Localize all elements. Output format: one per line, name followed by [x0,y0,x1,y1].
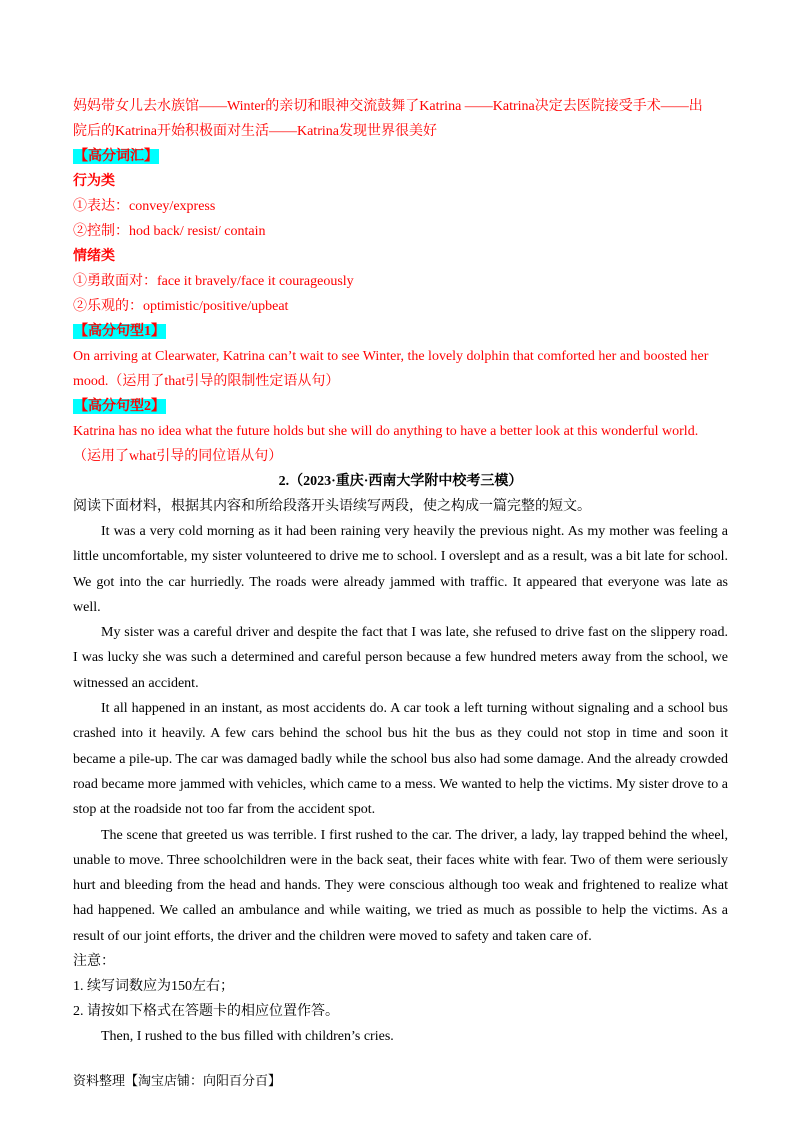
vocab-tag: 【高分词汇】 [74,149,158,164]
page-footer: 资料整理【淘宝店铺：向阳百分百】 [73,1073,282,1088]
vocab-category-behavior: 行为类 [73,174,115,189]
sentence1-tag-row [73,319,728,344]
sentence1-line-1: On arriving at Clearwater, Katrina can’t wait to see Winter, the lovely dolphin that comforted her and boosted her [73,349,709,364]
passage-paragraph-4: The scene that greeted us was terrible. I first rushed to the car. The driver, a lady, lay trapped behind the wheel, unable to move. Three schoolchildren were in the back seat, their faces white with fear. Two of them were seriously hurt and bleeding from the head and hands. They were conscious although too weak and frightened to realize what had happened. We called an ambulance and while waiting, we tried as much as possible to help the victims. As a result of our joint efforts, the driver and the children were moved to safety and taken care of. [73,827,728,944]
question-title: 2.（2023·重庆·西南大学附中校考三模） [278,474,523,489]
vocab-item-express: ①表达：convey/express [73,199,216,214]
vocab-tag-row [73,144,728,169]
vocab-item-optimistic: ②乐观的：optimistic/positive/upbeat [73,299,289,314]
sentence2-tag: 【高分句型2】 [74,399,165,414]
sentence2-line-2: （运用了what引导的同位语从句） [73,449,283,464]
vocab-item-brave: ①勇敢面对：face it bravely/face it courageously [73,274,354,289]
sentence2-line-1: Katrina has no idea what the future holds but she will do anything to have a better look at this wonderful world. [73,424,699,439]
sentence1-line-2: mood.（运用了that引导的限制性定语从句） [73,374,340,389]
question-instruction: 阅读下面材料，根据其内容和所给段落开头语续写两段，使之构成一篇完整的短文。 [73,499,591,514]
passage-paragraph-1: It was a very cold morning as it had been raining very heavily the previous night. As my mother was feeling a little uncomfortable, my sister volunteered to drive me to school. I overslept and as a result, was a bit late for school. We got into the car hurriedly. The roads were already jammed with traffic. It appeared that everyone was late as well. [73,524,728,615]
note-label: 注意： [73,954,115,970]
note-word-count: 1. 续写词数应为150左右； [73,979,234,995]
passage-paragraph-3: It all happened in an instant, as most accidents do. A car took a left turning without signaling and a school bus crashed into it heavily. A few cars behind the school bus hit the bus as they could not stop in time and soon it became a pile-up. The car was damaged badly while the school bus also had some damage. And the already crowded road became more jammed with vehicles, which came to a mess. We wanted to help the victims. My sister drove to a stop at the roadside not too far from the accident spot. [73,701,728,818]
sentence2-tag-row [73,394,728,419]
summary-line-1: 妈妈带女儿去水族馆——Winter的亲切和眼神交流鼓舞了Katrina ——Katrina决定去医院接受手术——出 [73,99,703,114]
continuation-starter: Then, I rushed to the bus filled with children’s cries. [101,1029,394,1045]
vocab-category-emotion: 情绪类 [73,249,115,264]
note-answer-format: 2. 请按如下格式在答题卡的相应位置作答。 [73,1004,339,1020]
summary-line-2: 院后的Katrina开始积极面对生活——Katrina发现世界很美好 [73,124,437,139]
sentence1-tag: 【高分句型1】 [74,324,165,339]
page-content [73,94,728,1049]
vocab-item-control: ②控制：hod back/ resist/ contain [73,224,266,239]
passage-paragraph-2: My sister was a careful driver and despite the fact that I was late, she refused to drive fast on the slippery road. I was lucky she was such a determined and careful person because a few hundred meters away from the school, we witnessed an accident. [73,625,728,691]
